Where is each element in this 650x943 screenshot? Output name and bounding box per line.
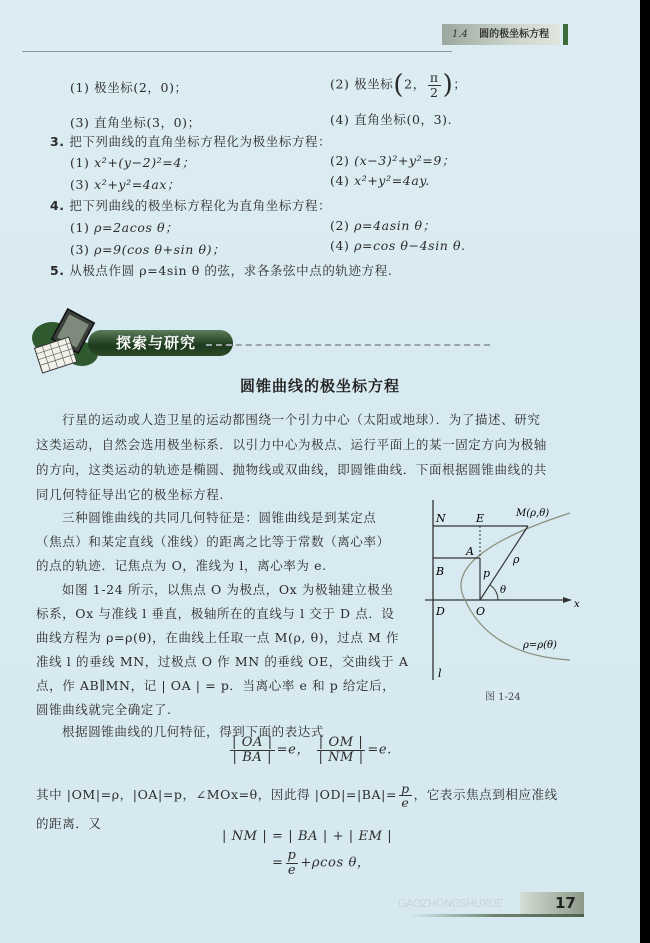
q3-item-1: (1) x²+(y−2)²=4； (70, 155, 196, 170)
fraction-oa-ba: $\frac{| OA |}{| BA |}$ (232, 735, 273, 765)
question-number: 4. (50, 198, 65, 213)
para3-line3: 曲线方程为 ρ=ρ(θ)，在曲线上任取一点 M(ρ, θ)，过点 M 作 (36, 630, 400, 645)
para2-line2: （焦点）和某定直线（准线）的距离之比等于常数（离心率） (36, 534, 390, 549)
banner-dashed-rule (206, 344, 490, 346)
para1-line3: 的方向，这类运动的轨迹是椭圆、抛物线或双曲线，即圆锥曲线．下面根据圆锥曲线的共 (36, 462, 547, 477)
para6: 的距离．又 (36, 816, 102, 831)
q3-item-3: (3) x²+y²=4ax； (70, 177, 181, 192)
q2-item-1 (70, 78, 188, 96)
label-B: B (436, 565, 445, 578)
para4: 根据圆锥曲线的几何特征，得到下面的表达式 (62, 724, 325, 739)
q3-item-2: (2) (x−3)²+y²=9； (330, 153, 456, 168)
label-A: A (466, 545, 474, 558)
item-label: (1) (70, 80, 90, 95)
coord-r: 2， (404, 76, 426, 92)
chapter-marker (563, 24, 568, 45)
equation-nm-line2: = $\frac{p}{e}$ +ρcos θ， (272, 848, 371, 878)
item-text: 极坐标 (354, 76, 394, 92)
item-label: (3) (70, 115, 90, 130)
question-text: 把下列曲线的极坐标方程化为直角坐标方程： (69, 198, 332, 213)
q2-item-2: (2) 极坐标(2， $\frac{\pi}{2}$ )； (330, 70, 467, 100)
q4-item-2: (2) ρ=4asin θ； (330, 218, 436, 233)
para3-line5: 点，作 AB∥MN，记 | OA | = p．当离心率 e 和 p 给定后， (36, 678, 396, 693)
para2-line1: 三种圆锥曲线的共同几何特征是：圆锥曲线是到某定点 (62, 510, 377, 525)
label-D: D (436, 605, 445, 618)
running-footer: GAOZHONGSHUXUE (398, 897, 503, 910)
page-number: 17 (555, 894, 576, 912)
para3-line1: 如图 1-24 所示，以焦点 O 为极点，Ox 为极轴建立极坐 (62, 582, 394, 597)
para1-line1: 行星的运动或人造卫星的运动都围绕一个引力中心（太阳或地球）．为了描述、研究 (62, 412, 541, 427)
figure-caption: 图 1-24 (485, 692, 521, 703)
q2-item-3 (70, 113, 201, 131)
q3-prompt (50, 132, 331, 150)
banner-label: 探索与研究 (88, 330, 233, 356)
q3-item-4: (4) x²+y²=4ay. (330, 173, 430, 188)
para2-line3: 的点的轨迹．记焦点为 O，准线为 l，离心率为 e. (36, 558, 327, 573)
fraction-p-e-2: $\frac{p}{e}$ (287, 848, 297, 878)
item-label: (2) (330, 76, 350, 92)
para5: 其中 |OM|=ρ，|OA|=p，∠MOx=θ，因此得 |OD|=|BA|= $\frac{p}{e}$ ，它表示焦点到相应准线 (36, 781, 558, 811)
question-number: 5. (50, 263, 65, 278)
section-number: 1.4 (452, 29, 468, 40)
label-M: M(ρ,θ) (516, 508, 550, 519)
para3-line2: 标系，Ox 与准线 l 垂直，极轴所在的直线与 l 交于 D 点．设 (36, 606, 395, 621)
chapter-tab (442, 24, 560, 45)
question-number: 3. (50, 134, 65, 149)
item-text: 直角坐标(3，0)； (94, 115, 201, 130)
label-N: N (436, 512, 446, 525)
q4-item-3: (3) ρ=9(cos θ+sin θ)； (70, 242, 226, 257)
question-text: 把下列曲线的直角坐标方程化为极坐标方程： (69, 134, 332, 149)
equation-ratio: $\frac{| OA |}{| BA |}$ =e， $\frac{| OM |}{| NM |}$ =e. (232, 735, 392, 765)
fraction-p-e: $\frac{p}{e}$ (401, 781, 410, 811)
item-text: 极坐标(2，0)； (94, 80, 188, 95)
q4-item-1: (1) ρ=2acos θ； (70, 220, 179, 235)
label-theta: θ (500, 585, 507, 596)
item-suffix: ； (453, 76, 467, 92)
q4-prompt (50, 196, 331, 214)
header-rule (22, 51, 452, 52)
label-x: x (574, 599, 580, 610)
figure-1-24-conic-diagram (420, 495, 600, 685)
equation-nm-line1: | NM | = | BA | + | EM | (222, 829, 393, 844)
label-O: O (476, 605, 486, 618)
question-text: 从极点作圆 ρ=4sin θ 的弦，求各条弦中点的轨迹方程. (69, 263, 393, 278)
label-curve: ρ=ρ(θ) (523, 640, 557, 651)
label-rho: ρ (513, 553, 520, 566)
section-title: 圆的极坐标方程 (479, 29, 550, 40)
para3-line4: 准线 l 的垂线 MN，过极点 O 作 MN 的垂线 OE，交曲线于 A (36, 654, 409, 669)
para1-line2: 这类运动，自然会选用极坐标系．以引力中心为极点、运行平面上的某一固定方向为极轴 (36, 437, 547, 452)
footer-rule (410, 914, 584, 917)
fraction-om-nm: $\frac{| OM |}{| NM |}$ (318, 735, 364, 765)
q5 (50, 261, 392, 279)
label-l: l (438, 667, 442, 680)
q4-item-4: (4) ρ=cos θ−4sin θ. (330, 238, 466, 253)
label-p: p (483, 567, 491, 580)
fraction: $\frac{\pi}{2}$ (429, 70, 439, 100)
section-heading: 圆锥曲线的极坐标方程 (239, 377, 400, 395)
item-label: (4) (330, 112, 350, 127)
para1-line4: 同几何特征导出它的极坐标方程. (36, 487, 224, 502)
item-text: 直角坐标(0，3). (354, 112, 453, 127)
para3-line6: 圆锥曲线就完全确定了. (36, 702, 172, 717)
q2-item-4 (330, 110, 452, 128)
label-E: E (476, 512, 485, 525)
